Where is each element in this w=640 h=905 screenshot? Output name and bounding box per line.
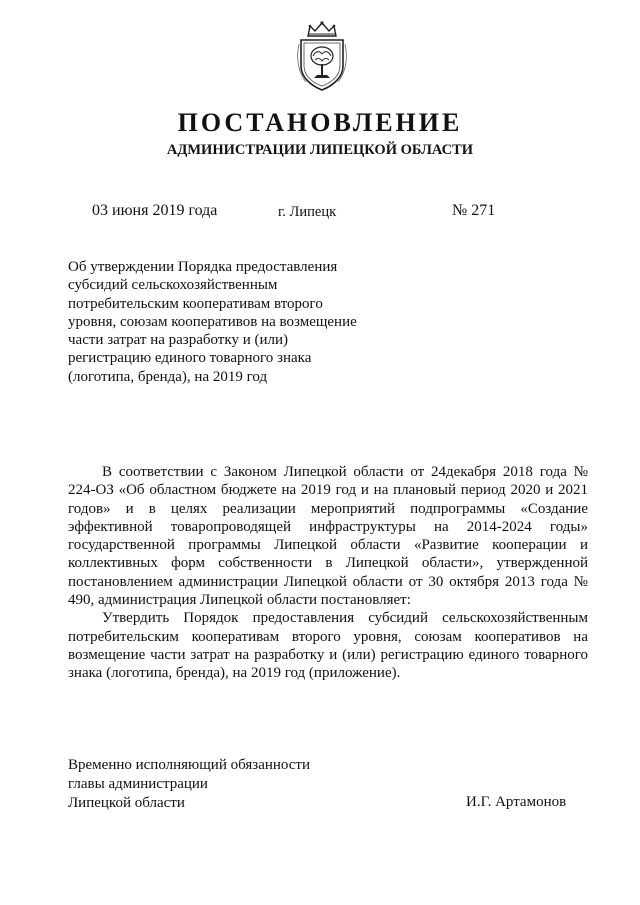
signatory-position <box>68 756 368 813</box>
document-date: 03 июня 2019 года <box>92 202 218 219</box>
document-city: г. Липецк <box>278 204 337 220</box>
coat-of-arms-icon <box>296 20 348 92</box>
signatory-position-line-3: Липецкой области <box>68 795 185 811</box>
document-subject: Об утверждении Порядка предоставления субсидий сельскохозяйственным потребительским кооперативам второго уровня, союзам кооперативов на возмещение части затрат на разработку и (или) регистрацию единого товарного знака (логотипа, бренда), на 2019 год <box>68 259 357 385</box>
signatory-position-line-2: главы администрации <box>68 776 208 792</box>
body-paragraph-2: Утвердить Порядок предоставления субсидий сельскохозяйственным потребительским кооперативам второго уровня, союзам кооперативов на возмещение части затрат на разработку и (или) регистрацию единого товарного знака (логотипа, бренда), на 2019 год (приложение). <box>68 610 588 682</box>
document-number: № 271 <box>452 202 496 219</box>
signatory-position-line-1: Временно исполняющий обязанности <box>68 757 311 773</box>
document-body <box>68 463 588 683</box>
document-title: ПОСТАНОВЛЕНИЕ <box>177 108 463 137</box>
signatory-name: И.Г. Артамонов <box>466 794 567 810</box>
document-subtitle: АДМИНИСТРАЦИИ ЛИПЕЦКОЙ ОБЛАСТИ <box>166 142 474 158</box>
body-paragraph-1: В соответствии с Законом Липецкой области от 24декабря 2018 года № 224-ОЗ «Об областном бюджете на 2019 год и на плановый период 2020 и 2021 годов» и в целях реализации мероприятий подпрограммы «Создание эффективной товаропроводящей инфраструктуры на 2014-2024 годы» государственной программы Липецкой области «Развитие кооперации и коллективных форм собственности в Липецкой области», утвержденной постановлением администрации Липецкой области от 30 октября 2013 года № 490, администрация Липецкой области постановляет: <box>68 464 588 609</box>
